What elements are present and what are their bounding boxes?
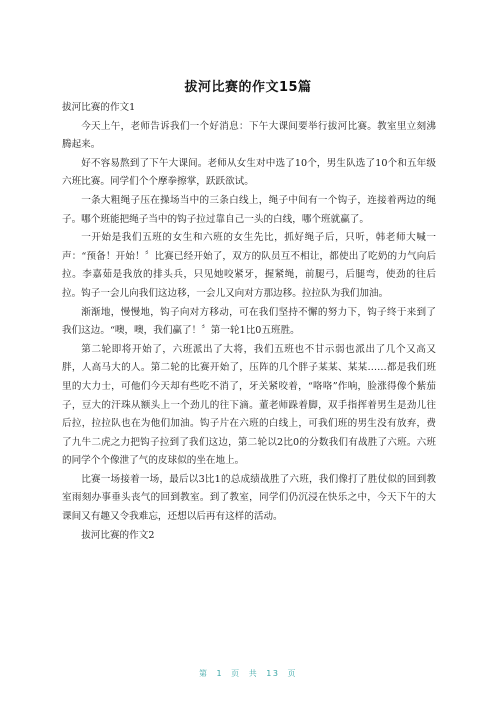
paragraph: 第二轮即将开始了，六班派出了大将，我们五班也不甘示弱也派出了几个又高又胖，人高马大的人。第二轮的比赛开始了，压阵的几个胖子某某、某某……都是我们班里的大力士，可他们今天却有些吃不消了，牙关紧咬着，“咯咯”作响，脸涨得像个紫茄子，豆大的汗珠从额头上一个劲儿的往下滴。董老师跺着脚，双手指挥着男生是劲儿往后拉，拉拉队也在为他们加油。钩子片在六班的白线上，可我们班的男生没有放弃，费了九牛二虎之力把钩子拉到了我们这边，第二轮以2比0的分数我们有战胜了六班。六班的同学个个像泄了气的皮球似的坐在地上。 [62,343,436,467]
page-number-footer: 第 1 页 共 13 页 [199,669,297,678]
paragraph: 一条大粗绳子压在操场当中的三条白线上，绳子中间有一个钩子，连接着两边的绳子。哪个班能把绳子当中的钩子拉过靠自己一头的白线，哪个班就赢了。 [62,194,436,225]
paragraph: 比赛一场接着一场，最后以3比1的总成绩战胜了六班，我们像打了胜仗似的回到教室雨刻办事垂头丧气的回到教室。到了教室，同学们仍沉浸在快乐之中，今天下午的大课间又有趣又令我难忘，还想以后再有这样的活动。 [62,473,436,523]
document-title: 拔河比赛的作文15篇 [184,80,312,95]
paragraph: 一开始是我们五班的女生和六班的女生先比，抓好绳子后，只听，韩老师大喊一声：“预备！开始！〞比赛已经开始了，双方的队员互不相让，都使出了吃奶的力气向后拉。李嘉茹是我放的排头兵，只见她咬紧牙，握紧绳，前腿弓，后腿弯，使劲的往后拉。钩子一会儿向我们这边移，一会儿又向对方那边移。拉拉队为我们加油。 [62,232,436,299]
paragraph: 渐渐地，慢慢地，钩子向对方移动，可在我们坚持不懈的努力下，钩子终于来到了我们这边。“噢，噢，我们赢了！〞第一轮1比0五班胜。 [62,306,436,337]
section-heading: 拔河比赛的作文2 [81,529,155,541]
document-body [62,99,436,545]
paragraph: 今天上午，老师告诉我们一个好消息：下午大课间要举行拔河比赛。教室里立刻沸腾起来。 [62,120,436,151]
paragraph: 好不容易熬到了下午大课间。老师从女生对中选了10个，男生队选了10个和五年级六班比赛。同学们个个摩拳擦掌，跃跃欲试。 [62,157,436,188]
section-heading: 拔河比赛的作文1 [62,102,136,113]
